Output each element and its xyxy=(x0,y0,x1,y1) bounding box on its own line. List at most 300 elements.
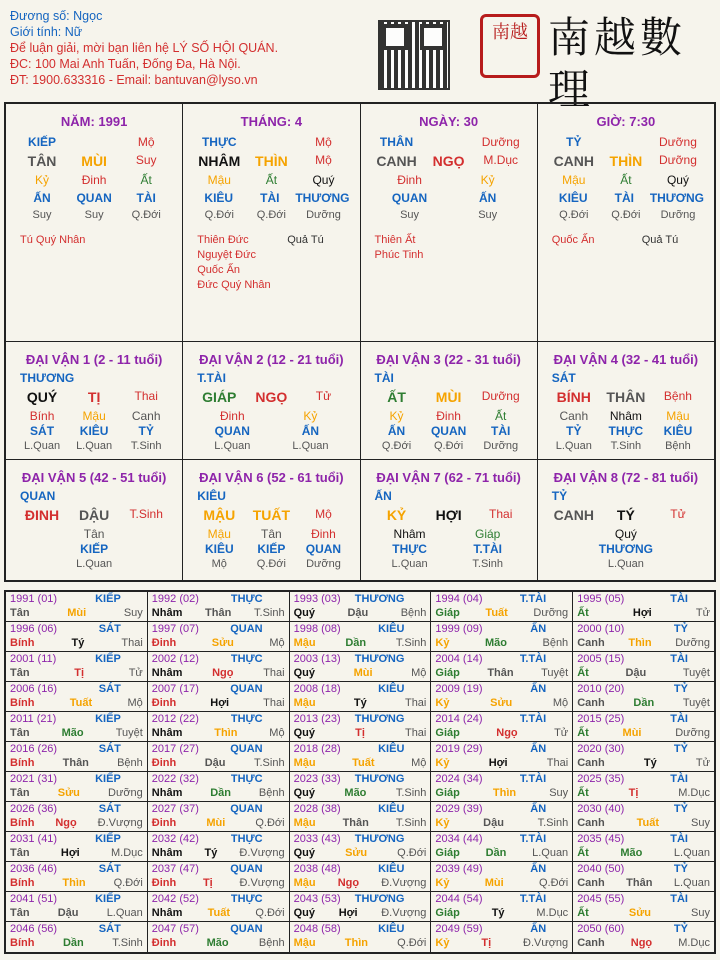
hidden-god: ẤN xyxy=(33,191,51,205)
year-cell[interactable] xyxy=(290,712,432,742)
year-stem: Bính xyxy=(10,637,35,649)
year-ten-god: KIẾP xyxy=(95,893,121,905)
dai-van-cell[interactable] xyxy=(6,342,183,460)
dai-van-stem: KỶ xyxy=(386,507,407,523)
year-branch: Dậu xyxy=(204,757,226,769)
hidden-state: Dưỡng xyxy=(306,209,341,221)
year-stem: Đinh xyxy=(151,637,177,649)
year-branch: Tuất xyxy=(207,907,231,919)
year-head xyxy=(577,892,710,906)
year-row xyxy=(6,712,714,742)
year-cell[interactable] xyxy=(573,892,714,922)
year-cell[interactable] xyxy=(290,742,432,772)
year-ten-god: THỰC xyxy=(230,593,263,605)
year-branch: Ngọ xyxy=(55,817,77,829)
pillar-title: GIỜ: 7:30 xyxy=(596,114,656,129)
year-ten-god: TÀI xyxy=(670,653,688,665)
year-state: Thai xyxy=(263,667,285,679)
dai-van-ten-god: TỶ xyxy=(551,489,568,503)
hidden-gods xyxy=(365,424,533,439)
hidden-stems xyxy=(187,527,355,542)
year-branch: Tuất xyxy=(485,607,508,619)
year-cell[interactable] xyxy=(290,652,432,682)
dai-van-main-line xyxy=(187,507,355,523)
year-head xyxy=(152,802,285,816)
year-cell[interactable] xyxy=(148,922,290,952)
year-cell[interactable] xyxy=(148,772,290,802)
hidden-stem: Mậu xyxy=(207,173,231,187)
year-head xyxy=(152,622,285,636)
year-body xyxy=(152,846,285,860)
year-branch: Tý xyxy=(643,757,657,769)
year-state: T.Sinh xyxy=(254,607,285,619)
year-cell[interactable] xyxy=(431,922,573,952)
year-label: 2050 (60) xyxy=(577,923,625,935)
year-label: 2019 (29) xyxy=(435,743,483,755)
hidden-gods xyxy=(542,542,710,557)
year-branch: Mão xyxy=(344,787,367,799)
year-cell[interactable] xyxy=(431,712,573,742)
year-state: Q.Đới xyxy=(538,877,569,889)
hidden-god: KIẾP xyxy=(80,542,109,556)
year-cell[interactable] xyxy=(6,712,148,742)
year-stem: Tân xyxy=(10,607,30,619)
year-stem: Mậu xyxy=(293,817,316,829)
hidden-stems xyxy=(187,409,355,424)
year-branch: Tị xyxy=(355,727,365,739)
year-body xyxy=(435,816,568,830)
year-state: Tử xyxy=(695,607,710,619)
year-cell[interactable] xyxy=(290,592,432,622)
pillar-title: THÁNG: 4 xyxy=(240,114,303,129)
year-cell[interactable] xyxy=(431,772,573,802)
year-label: 2017 (27) xyxy=(151,743,199,755)
year-label: 2013 (23) xyxy=(293,713,341,725)
year-ten-god: THỰC xyxy=(230,653,263,665)
year-ten-god: SÁT xyxy=(98,803,121,815)
year-cell[interactable] xyxy=(148,712,290,742)
pillar-ten-god: THỰC xyxy=(201,135,237,149)
hidden-state: T.Sinh xyxy=(610,440,642,452)
year-branch: Dần xyxy=(345,637,367,649)
year-stem: Ất xyxy=(577,607,589,619)
hidden-stem: Ất xyxy=(495,409,507,423)
star-name: Đức Quý Nhân xyxy=(197,279,271,291)
hidden-god: QUAN xyxy=(76,191,112,205)
year-ten-god: ẤN xyxy=(530,863,547,875)
dai-van-cell[interactable] xyxy=(6,460,183,580)
year-ten-god: KIÊU xyxy=(378,923,405,935)
year-cell[interactable] xyxy=(6,922,148,952)
year-head xyxy=(152,892,285,906)
year-ten-god: T.TÀI xyxy=(519,833,547,845)
year-stem: Đinh xyxy=(151,937,177,949)
year-stem: Quý xyxy=(293,607,315,619)
star-name-2: Quả Tú xyxy=(641,234,679,246)
year-cell[interactable] xyxy=(6,892,148,922)
year-ten-god: THƯƠNG xyxy=(354,593,405,605)
year-cell[interactable] xyxy=(290,622,432,652)
year-head xyxy=(435,592,568,606)
year-head xyxy=(435,682,568,696)
year-cell[interactable] xyxy=(148,652,290,682)
year-label: 2020 (30) xyxy=(577,743,625,755)
year-branch: Hợi xyxy=(488,757,508,769)
pillar-ten-god: THÂN xyxy=(379,135,414,149)
dai-van-cell[interactable] xyxy=(538,460,714,580)
hidden-stem: Đinh xyxy=(397,173,422,187)
year-branch: Thìn xyxy=(344,937,368,949)
year-ten-god: SÁT xyxy=(98,743,121,755)
year-stem: Giáp xyxy=(435,907,460,919)
year-label: 1997 (07) xyxy=(151,623,199,635)
year-stem: Mậu xyxy=(293,937,316,949)
year-stem: Kỷ xyxy=(435,817,450,829)
year-label: 2048 (58) xyxy=(293,923,341,935)
year-stem: Giáp xyxy=(435,787,460,799)
year-body xyxy=(435,636,568,650)
stars-block xyxy=(365,233,533,263)
year-stem: Nhâm xyxy=(151,667,183,679)
pillar-cell[interactable] xyxy=(6,104,183,342)
year-state: Suy xyxy=(691,817,710,829)
pillar-top-state: Mộ xyxy=(137,135,155,149)
year-head xyxy=(577,922,710,936)
year-ten-god: KIÊU xyxy=(378,863,405,875)
dai-van-state: Tử xyxy=(670,507,686,521)
year-state: Đ.Vượng xyxy=(239,847,285,859)
year-cell[interactable] xyxy=(290,862,432,892)
hidden-god: QUAN xyxy=(430,424,467,438)
year-body xyxy=(10,636,143,650)
year-head xyxy=(577,682,710,696)
hidden-state: L.Quan xyxy=(391,558,428,570)
year-stem: Bính xyxy=(10,877,35,889)
year-head xyxy=(435,712,568,726)
hidden-gods xyxy=(10,542,178,557)
hidden-state: Q.Đới xyxy=(256,209,286,221)
year-label: 2035 (45) xyxy=(577,833,625,845)
dai-van-branch: THÂN xyxy=(606,389,646,405)
dai-van-branch: MÙI xyxy=(435,389,462,405)
year-cell[interactable] xyxy=(290,832,432,862)
year-head xyxy=(152,862,285,876)
year-head xyxy=(294,922,427,936)
dai-van-title: ĐẠI VẬN 1 (2 - 11 tuổi) xyxy=(25,352,163,367)
year-ten-god: THƯƠNG xyxy=(354,773,405,785)
year-state: Mộ xyxy=(411,757,427,769)
year-branch: Ngọ xyxy=(212,667,234,679)
hidden-stem: Mậu xyxy=(207,527,231,541)
year-cell[interactable] xyxy=(431,652,573,682)
year-branch: Hợi xyxy=(60,847,80,859)
year-cell[interactable] xyxy=(148,742,290,772)
four-pillars-grid xyxy=(4,102,716,582)
year-branch: Mão xyxy=(484,637,507,649)
hidden-god: SÁT xyxy=(30,424,55,438)
year-head xyxy=(435,802,568,816)
year-body xyxy=(577,906,710,920)
year-cell[interactable] xyxy=(573,922,714,952)
year-cell[interactable] xyxy=(431,592,573,622)
year-branch: Tý xyxy=(71,637,85,649)
year-branch: Hợi xyxy=(632,607,652,619)
year-ten-god: SÁT xyxy=(98,683,121,695)
year-body xyxy=(577,846,710,860)
year-branch: Dậu xyxy=(625,667,647,679)
year-cell[interactable] xyxy=(573,652,714,682)
year-ten-god: KIÊU xyxy=(378,623,405,635)
year-state: Tuyệt xyxy=(115,727,143,739)
year-cell[interactable] xyxy=(573,772,714,802)
year-head xyxy=(152,772,285,786)
dai-van-title: ĐẠI VẬN 3 (22 - 31 tuổi) xyxy=(376,352,521,367)
hidden-states xyxy=(365,557,533,572)
dai-van-stem: MẬU xyxy=(203,507,236,523)
year-branch: Hợi xyxy=(210,697,230,709)
year-cell[interactable] xyxy=(573,832,714,862)
dai-van-cell[interactable] xyxy=(183,460,360,580)
year-row xyxy=(6,802,714,832)
dai-van-cell[interactable] xyxy=(538,342,714,460)
pillar-cell[interactable] xyxy=(538,104,714,342)
hidden-state: Q.Đới xyxy=(131,209,161,221)
dai-van-stem: ẤT xyxy=(387,389,406,405)
year-cell[interactable] xyxy=(573,592,714,622)
year-cell[interactable] xyxy=(431,892,573,922)
year-body xyxy=(435,606,568,620)
year-ten-god: TÀI xyxy=(670,593,688,605)
year-ten-god: SÁT xyxy=(98,863,121,875)
year-cell[interactable] xyxy=(148,862,290,892)
year-cell[interactable] xyxy=(431,742,573,772)
year-body xyxy=(152,756,285,770)
year-ten-god: THỰC xyxy=(230,833,263,845)
year-cell[interactable] xyxy=(573,622,714,652)
year-stem: Giáp xyxy=(435,727,460,739)
star-name: Thiên Đức xyxy=(197,234,249,246)
year-row xyxy=(6,652,714,682)
year-branch: Tị xyxy=(74,667,85,679)
year-cell[interactable] xyxy=(573,802,714,832)
year-ten-god: THƯƠNG xyxy=(354,833,405,845)
year-cell[interactable] xyxy=(6,742,148,772)
year-branch: Thân xyxy=(487,667,514,679)
year-body xyxy=(152,726,285,740)
year-head xyxy=(577,862,710,876)
year-cell[interactable] xyxy=(290,682,432,712)
year-label: 2026 (36) xyxy=(10,803,58,815)
year-branch: Dậu xyxy=(483,817,504,829)
year-branch: Tý xyxy=(353,697,367,709)
year-ten-god: TÀI xyxy=(670,893,688,905)
phone-email-text[interactable]: ĐT: 1900.633316 - Email: bantuvan@lyso.vn xyxy=(10,73,258,87)
hidden-stem: Đinh xyxy=(219,409,245,423)
year-cell[interactable] xyxy=(148,682,290,712)
dai-van-row-1 xyxy=(6,342,714,460)
year-state: Tử xyxy=(554,727,569,739)
year-cell[interactable] xyxy=(6,652,148,682)
year-cell[interactable] xyxy=(290,922,432,952)
year-cell[interactable] xyxy=(6,772,148,802)
year-cell[interactable] xyxy=(573,712,714,742)
hidden-state: Q.Đới xyxy=(559,209,589,221)
year-cell[interactable] xyxy=(6,862,148,892)
pillar-main-line xyxy=(187,153,355,169)
year-row xyxy=(6,892,714,922)
year-ten-god: TÀI xyxy=(670,713,688,725)
year-stem: Ất xyxy=(577,727,589,739)
year-body xyxy=(577,876,710,890)
star-line xyxy=(187,263,355,278)
year-cell[interactable] xyxy=(431,622,573,652)
pillar-cell[interactable] xyxy=(183,104,360,342)
year-cell[interactable] xyxy=(148,622,290,652)
annual-luck-table xyxy=(4,590,716,954)
year-stem: Mậu xyxy=(293,637,316,649)
year-label: 2023 (33) xyxy=(293,773,341,785)
year-cell[interactable] xyxy=(573,862,714,892)
stars-block xyxy=(10,233,178,248)
year-cell[interactable] xyxy=(290,802,432,832)
hidden-state: Suy xyxy=(32,209,52,221)
gender-label: Giới tính: xyxy=(10,25,62,39)
year-cell[interactable] xyxy=(6,832,148,862)
hidden-stem: Kỷ xyxy=(303,409,318,423)
year-body xyxy=(577,606,710,620)
hidden-god: T.TÀI xyxy=(473,542,503,556)
year-head xyxy=(435,742,568,756)
hidden-god: QUAN xyxy=(305,542,342,556)
year-cell[interactable] xyxy=(6,682,148,712)
year-ten-god: ẤN xyxy=(530,923,547,935)
year-state: Tuyệt xyxy=(682,667,710,679)
hidden-god: KIÊU xyxy=(663,424,693,438)
year-state: Dưỡng xyxy=(675,727,710,739)
year-cell[interactable] xyxy=(290,892,432,922)
year-head xyxy=(577,622,710,636)
pillar-ten-god: TỶ xyxy=(566,135,582,149)
hidden-gods xyxy=(187,191,355,205)
year-cell[interactable] xyxy=(6,592,148,622)
hidden-states xyxy=(187,557,355,572)
hidden-stems xyxy=(10,527,178,542)
year-body xyxy=(152,666,285,680)
hidden-god: ẤN xyxy=(301,424,320,438)
year-branch: Dần xyxy=(485,847,507,859)
hidden-stem: Tân xyxy=(83,527,105,541)
star-line xyxy=(187,233,355,248)
hidden-gods xyxy=(365,542,533,557)
year-label: 2030 (40) xyxy=(577,803,625,815)
year-state: M.Dục xyxy=(678,787,710,799)
hidden-god: TỶ xyxy=(138,424,154,438)
year-stem: Ất xyxy=(577,847,589,859)
year-ten-god: KIẾP xyxy=(95,773,121,785)
year-cell[interactable] xyxy=(431,832,573,862)
year-cell[interactable] xyxy=(431,802,573,832)
dai-van-branch: NGỌ xyxy=(255,389,288,405)
year-body xyxy=(152,936,285,950)
year-state: Tử xyxy=(695,757,710,769)
year-cell[interactable] xyxy=(148,802,290,832)
year-label: 1992 (02) xyxy=(151,593,199,605)
hidden-god: THỰC xyxy=(392,542,427,556)
year-ten-god: ẤN xyxy=(530,623,547,635)
spacer xyxy=(245,135,297,149)
year-state: Thai xyxy=(263,697,285,709)
qr-code-icon[interactable] xyxy=(378,20,450,90)
year-stem: Bính xyxy=(10,817,35,829)
year-cell[interactable] xyxy=(573,682,714,712)
year-state: Tử xyxy=(128,667,143,679)
year-label: 2036 (46) xyxy=(10,863,58,875)
year-body xyxy=(10,936,143,950)
year-head xyxy=(152,652,285,666)
hidden-state: L.Quan xyxy=(23,440,61,452)
year-label: 2001 (11) xyxy=(10,653,57,665)
year-cell[interactable] xyxy=(431,682,573,712)
year-body xyxy=(435,846,568,860)
hidden-gods xyxy=(187,542,355,557)
year-ten-god: ẤN xyxy=(530,803,547,815)
year-stem: Tân xyxy=(10,907,30,919)
year-ten-god: KIẾP xyxy=(95,593,121,605)
hidden-gods xyxy=(542,191,710,205)
hidden-god: ẤN xyxy=(479,191,497,205)
hidden-god: KIÊU xyxy=(558,191,588,205)
year-cell[interactable] xyxy=(148,892,290,922)
hidden-stem: Ất xyxy=(265,173,278,187)
year-body xyxy=(152,906,285,920)
pillars-row xyxy=(6,104,714,342)
hidden-states xyxy=(187,439,355,454)
dai-van-cell[interactable] xyxy=(361,342,538,460)
dai-van-ten-god: THƯƠNG xyxy=(20,371,75,385)
hidden-state: T.Sinh xyxy=(130,440,162,452)
year-label: 2003 (13) xyxy=(293,653,341,665)
dai-van-main-line xyxy=(10,507,178,523)
hidden-state: Q.Đới xyxy=(611,209,641,221)
year-ten-god: TỶ xyxy=(673,863,688,875)
year-label: 2018 (28) xyxy=(293,743,341,755)
year-cell[interactable] xyxy=(148,592,290,622)
year-label: 2044 (54) xyxy=(435,893,483,905)
red-seal: 南越 xyxy=(480,14,540,78)
dai-van-cell[interactable] xyxy=(361,460,538,580)
year-state: T.Sinh xyxy=(112,937,143,949)
year-stem: Ất xyxy=(577,787,589,799)
year-cell[interactable] xyxy=(6,802,148,832)
year-cell[interactable] xyxy=(148,832,290,862)
year-cell[interactable] xyxy=(573,742,714,772)
year-cell[interactable] xyxy=(290,772,432,802)
year-head xyxy=(294,652,427,666)
year-body xyxy=(294,846,427,860)
hidden-states xyxy=(365,439,533,454)
dai-van-stem: BÍNH xyxy=(556,389,591,405)
dai-van-cell[interactable] xyxy=(183,342,360,460)
year-label: 2021 (31) xyxy=(10,773,58,785)
year-body xyxy=(10,666,143,680)
year-state: Mộ xyxy=(269,637,285,649)
pillar-cell[interactable] xyxy=(361,104,538,342)
dai-van-main-line xyxy=(365,507,533,523)
year-cell[interactable] xyxy=(6,622,148,652)
year-body xyxy=(10,726,143,740)
year-body xyxy=(152,816,285,830)
year-cell[interactable] xyxy=(431,862,573,892)
